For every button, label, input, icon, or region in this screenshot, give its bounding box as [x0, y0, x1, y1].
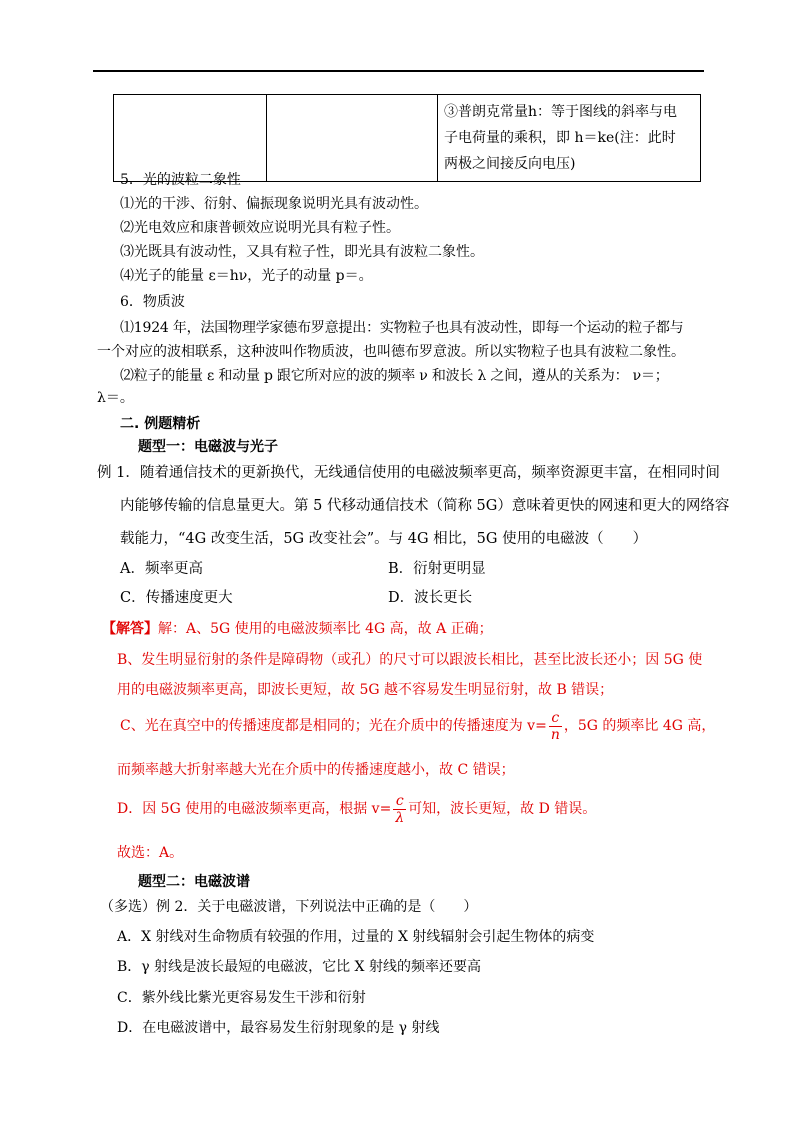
s6-paragraph-1b: 一个对应的波相联系，这种波叫作物质波，也叫德布罗意波。所以实物粒子也具有波粒二象性。 — [97, 344, 685, 360]
answer-line-c2: 而频率越大折射率越大光在介质中的传播速度越小，故 C 错误； — [117, 762, 515, 778]
planck-line-3: 两极之间接反向电压) — [444, 156, 576, 172]
answer-final: 故选：A。 — [117, 845, 184, 861]
s6-paragraph-2b: λ＝。 — [97, 390, 134, 406]
s5-paragraph-2: ⑵光电效应和康普顿效应说明光具有粒子性。 — [120, 220, 400, 236]
continued-table — [113, 94, 701, 182]
s5-paragraph-4: ⑷光子的能量 ε＝hν，光子的动量 p＝。 — [120, 268, 373, 284]
answer-line-b1: B、发生明显衍射的条件是障碍物（或孔）的尺寸可以跟波长相比，甚至比波长还小；因 5G 使 — [117, 652, 703, 668]
example-1-line-2: 内能够传输的信息量更大。第 5 代移动通信技术（简称 5G）意味着更快的网速和更大的网络容 — [120, 498, 730, 514]
fraction-denominator: λ — [395, 809, 405, 826]
option-b: B．衍射更明显 — [388, 561, 486, 577]
header-rule — [93, 70, 704, 72]
answer-line-a — [102, 619, 493, 639]
answer-d-pre: D．因 5G 使用的电磁波频率更高，根据 v= — [117, 801, 392, 817]
section-2-title: 二. 例题精析 — [120, 416, 201, 432]
example-2-question: （多选）例 2．关于电磁波谱，下列说法中正确的是（ ） — [100, 899, 478, 915]
answer-line-d — [117, 791, 596, 827]
table-cell-empty-2 — [267, 95, 438, 182]
example-2-option-a: A．X 射线对生命物质有较强的作用，过量的 X 射线辐射会引起生物体的病变 — [117, 929, 595, 945]
section-6-title: 6．物质波 — [120, 294, 185, 310]
fraction-numerator: c — [549, 710, 562, 727]
planck-line-2: 子电荷量的乘积，即 h＝ke(注：此时 — [444, 130, 676, 146]
answer-d-post: 可知，波长更短，故 D 错误。 — [408, 801, 597, 817]
fraction-c-over-lambda — [393, 793, 406, 826]
example-1-line-3: 载能力，“4G 改变生活，5G 改变社会”。与 4G 相比，5G 使用的电磁波（ ） — [120, 531, 648, 547]
fraction-c-over-n — [549, 710, 562, 743]
example-1-line-1: 例 1．随着通信技术的更新换代，无线通信使用的电磁波频率更高，频率资源更丰富，在相同时间 — [97, 465, 720, 481]
answer-c1-post: ，5G 的频率比 4G 高， — [563, 718, 716, 734]
answer-line-c1 — [120, 708, 715, 744]
option-d: D．波长更长 — [388, 590, 473, 606]
answer-line-b2: 用的电磁波频率更高，即波长更短，故 5G 越不容易发生明显衍射，故 B 错误； — [117, 682, 614, 698]
table-cell-empty-1 — [114, 95, 267, 182]
type-1-heading: 题型一：电磁波与光子 — [138, 439, 278, 455]
s6-paragraph-2a: ⑵粒子的能量 ε 和动量 p 跟它所对应的波的频率 ν 和波长 λ 之间，遵从的关系为： ν＝； — [120, 368, 669, 384]
option-a: A．频率更高 — [120, 561, 203, 577]
fraction-denominator: n — [550, 726, 560, 743]
planck-line-1: ③普朗克常量h：等于图线的斜率与电 — [444, 104, 678, 120]
fraction-numerator: c — [393, 793, 406, 810]
example-2-option-d: D．在电磁波谱中，最容易发生衍射现象的是 γ 射线 — [117, 1020, 440, 1036]
option-c: C．传播速度更大 — [120, 590, 233, 606]
answer-a-text: 解：A、5G 使用的电磁波频率比 4G 高，故 A 正确； — [158, 621, 493, 637]
type-2-heading: 题型二：电磁波谱 — [138, 874, 250, 890]
example-2-option-c: C．紫外线比紫光更容易发生干涉和衍射 — [117, 990, 366, 1006]
answer-c1-pre: C、光在真空中的传播速度都是相同的；光在介质中的传播速度为 v= — [120, 718, 547, 734]
s6-paragraph-1a: ⑴1924 年，法国物理学家德布罗意提出：实物粒子也具有波动性，即每一个运动的粒子都与 — [120, 320, 684, 336]
example-2-option-b: B．γ 射线是波长最短的电磁波，它比 X 射线的频率还要高 — [117, 959, 481, 975]
s5-paragraph-1: ⑴光的干涉、衍射、偏振现象说明光具有波动性。 — [120, 196, 428, 212]
answer-tag: 【解答】 — [102, 621, 158, 637]
table-cell-planck — [438, 95, 701, 182]
s5-paragraph-3: ⑶光既具有波动性，又具有粒子性，即光具有波粒二象性。 — [120, 244, 484, 260]
section-5-title: 5．光的波粒二象性 — [120, 172, 241, 188]
